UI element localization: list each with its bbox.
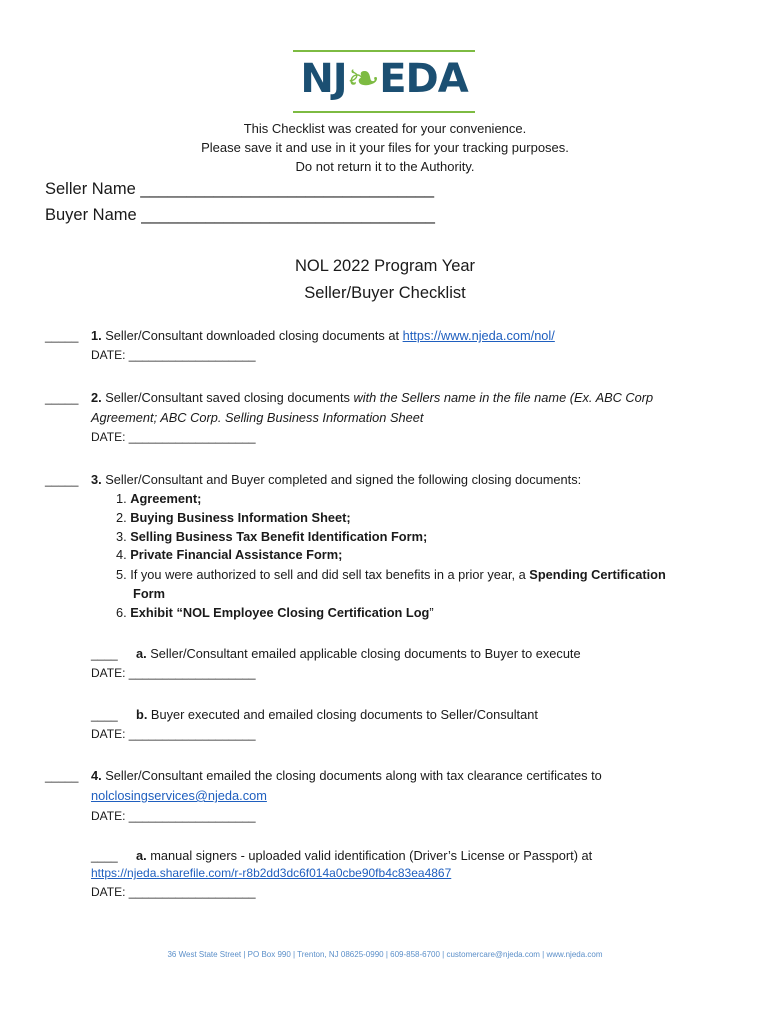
item-1-text: 1. Seller/Consultant downloaded closing documents at https://www.njeda.com/nol/ <box>91 328 555 343</box>
logo-bottom-rule <box>293 111 475 113</box>
item-2-check-blank[interactable]: _____ <box>45 391 79 405</box>
item-3b-date[interactable]: DATE: ___________________ <box>91 727 256 741</box>
item-2-date[interactable]: DATE: ___________________ <box>91 430 256 444</box>
item-2-text: 2. Seller/Consultant saved closing documents with the Sellers name in the file name (Ex. ABC Corp <box>91 390 654 405</box>
item-4-date[interactable]: DATE: ___________________ <box>91 809 256 823</box>
sharefile-link[interactable]: https://njeda.sharefile.com/r-r8b2dd3dc6f014a0cbe90fb4c83ea4867 <box>91 866 452 880</box>
doc-list-item: 3. Selling Business Tax Benefit Identification Form; <box>116 529 428 544</box>
logo-nj: NJ <box>300 56 347 102</box>
page-title: NOL 2022 Program Year <box>294 257 476 275</box>
item-3-check-blank[interactable]: _____ <box>45 473 79 487</box>
intro-line-2: Please save it and use in it your files for your tracking purposes. <box>201 140 569 155</box>
logo-top-rule <box>293 50 475 52</box>
item-4-check-blank[interactable]: _____ <box>45 769 79 783</box>
item-3a-check-blank[interactable]: ____ <box>91 647 118 661</box>
intro-line-1: This Checklist was created for your convenience. <box>243 121 527 136</box>
item-3a-date[interactable]: DATE: ___________________ <box>91 666 256 680</box>
intro-line-3: Do not return it to the Authority. <box>295 159 475 174</box>
item-1-date[interactable]: DATE: ___________________ <box>91 348 256 362</box>
item-2-text-cont: Agreement; ABC Corp. Selling Business Information Sheet <box>91 410 424 425</box>
item-3a-text: a. Seller/Consultant emailed applicable closing documents to Buyer to execute <box>136 646 581 661</box>
item-4a-date[interactable]: DATE: ___________________ <box>91 885 256 899</box>
item-4a-check-blank[interactable]: ____ <box>91 849 118 863</box>
njeda-logo <box>293 50 475 114</box>
item-4-email <box>91 788 267 803</box>
new-jersey-state-icon: ❧ <box>346 56 380 102</box>
seller-name-field[interactable]: Seller Name ________________________________ <box>45 180 435 198</box>
nol-page-link[interactable]: https://www.njeda.com/nol/ <box>402 328 555 343</box>
page-footer: 36 West State Street | PO Box 990 | Trenton, NJ 08625-0990 | 609-858-6700 | customercare@njeda.com | www.njeda.com <box>167 950 603 959</box>
page-subtitle: Seller/Buyer Checklist <box>304 284 466 302</box>
email-link[interactable]: nolclosingservices@njeda.com <box>91 788 267 803</box>
item-3-text: 3. Seller/Consultant and Buyer completed and signed the following closing documents: <box>91 472 582 487</box>
item-4a-link <box>91 866 451 880</box>
doc-list-item-cont: Form <box>133 586 165 601</box>
item-1-check-blank[interactable]: _____ <box>45 329 79 343</box>
item-3b-check-blank[interactable]: ____ <box>91 708 118 722</box>
item-4a-text: a. manual signers - uploaded valid identification (Driver’s License or Passport) at <box>136 848 593 863</box>
item-4-text: 4. Seller/Consultant emailed the closing documents along with tax clearance certificates to <box>91 768 602 783</box>
item-3b-text: b. Buyer executed and emailed closing documents to Seller/Consultant <box>136 707 538 722</box>
logo-eda: EDA <box>379 56 468 102</box>
doc-list-item: 1. Agreement; <box>116 491 202 506</box>
doc-list-item: 6. Exhibit “NOL Employee Closing Certification Log” <box>116 605 434 620</box>
doc-list-item: 2. Buying Business Information Sheet; <box>116 510 351 525</box>
doc-list-item: 5. If you were authorized to sell and did sell tax benefits in a prior year, a Spending Certification <box>116 567 666 582</box>
buyer-name-field[interactable]: Buyer Name ________________________________ <box>45 206 435 224</box>
doc-list-item: 4. Private Financial Assistance Form; <box>116 547 343 562</box>
